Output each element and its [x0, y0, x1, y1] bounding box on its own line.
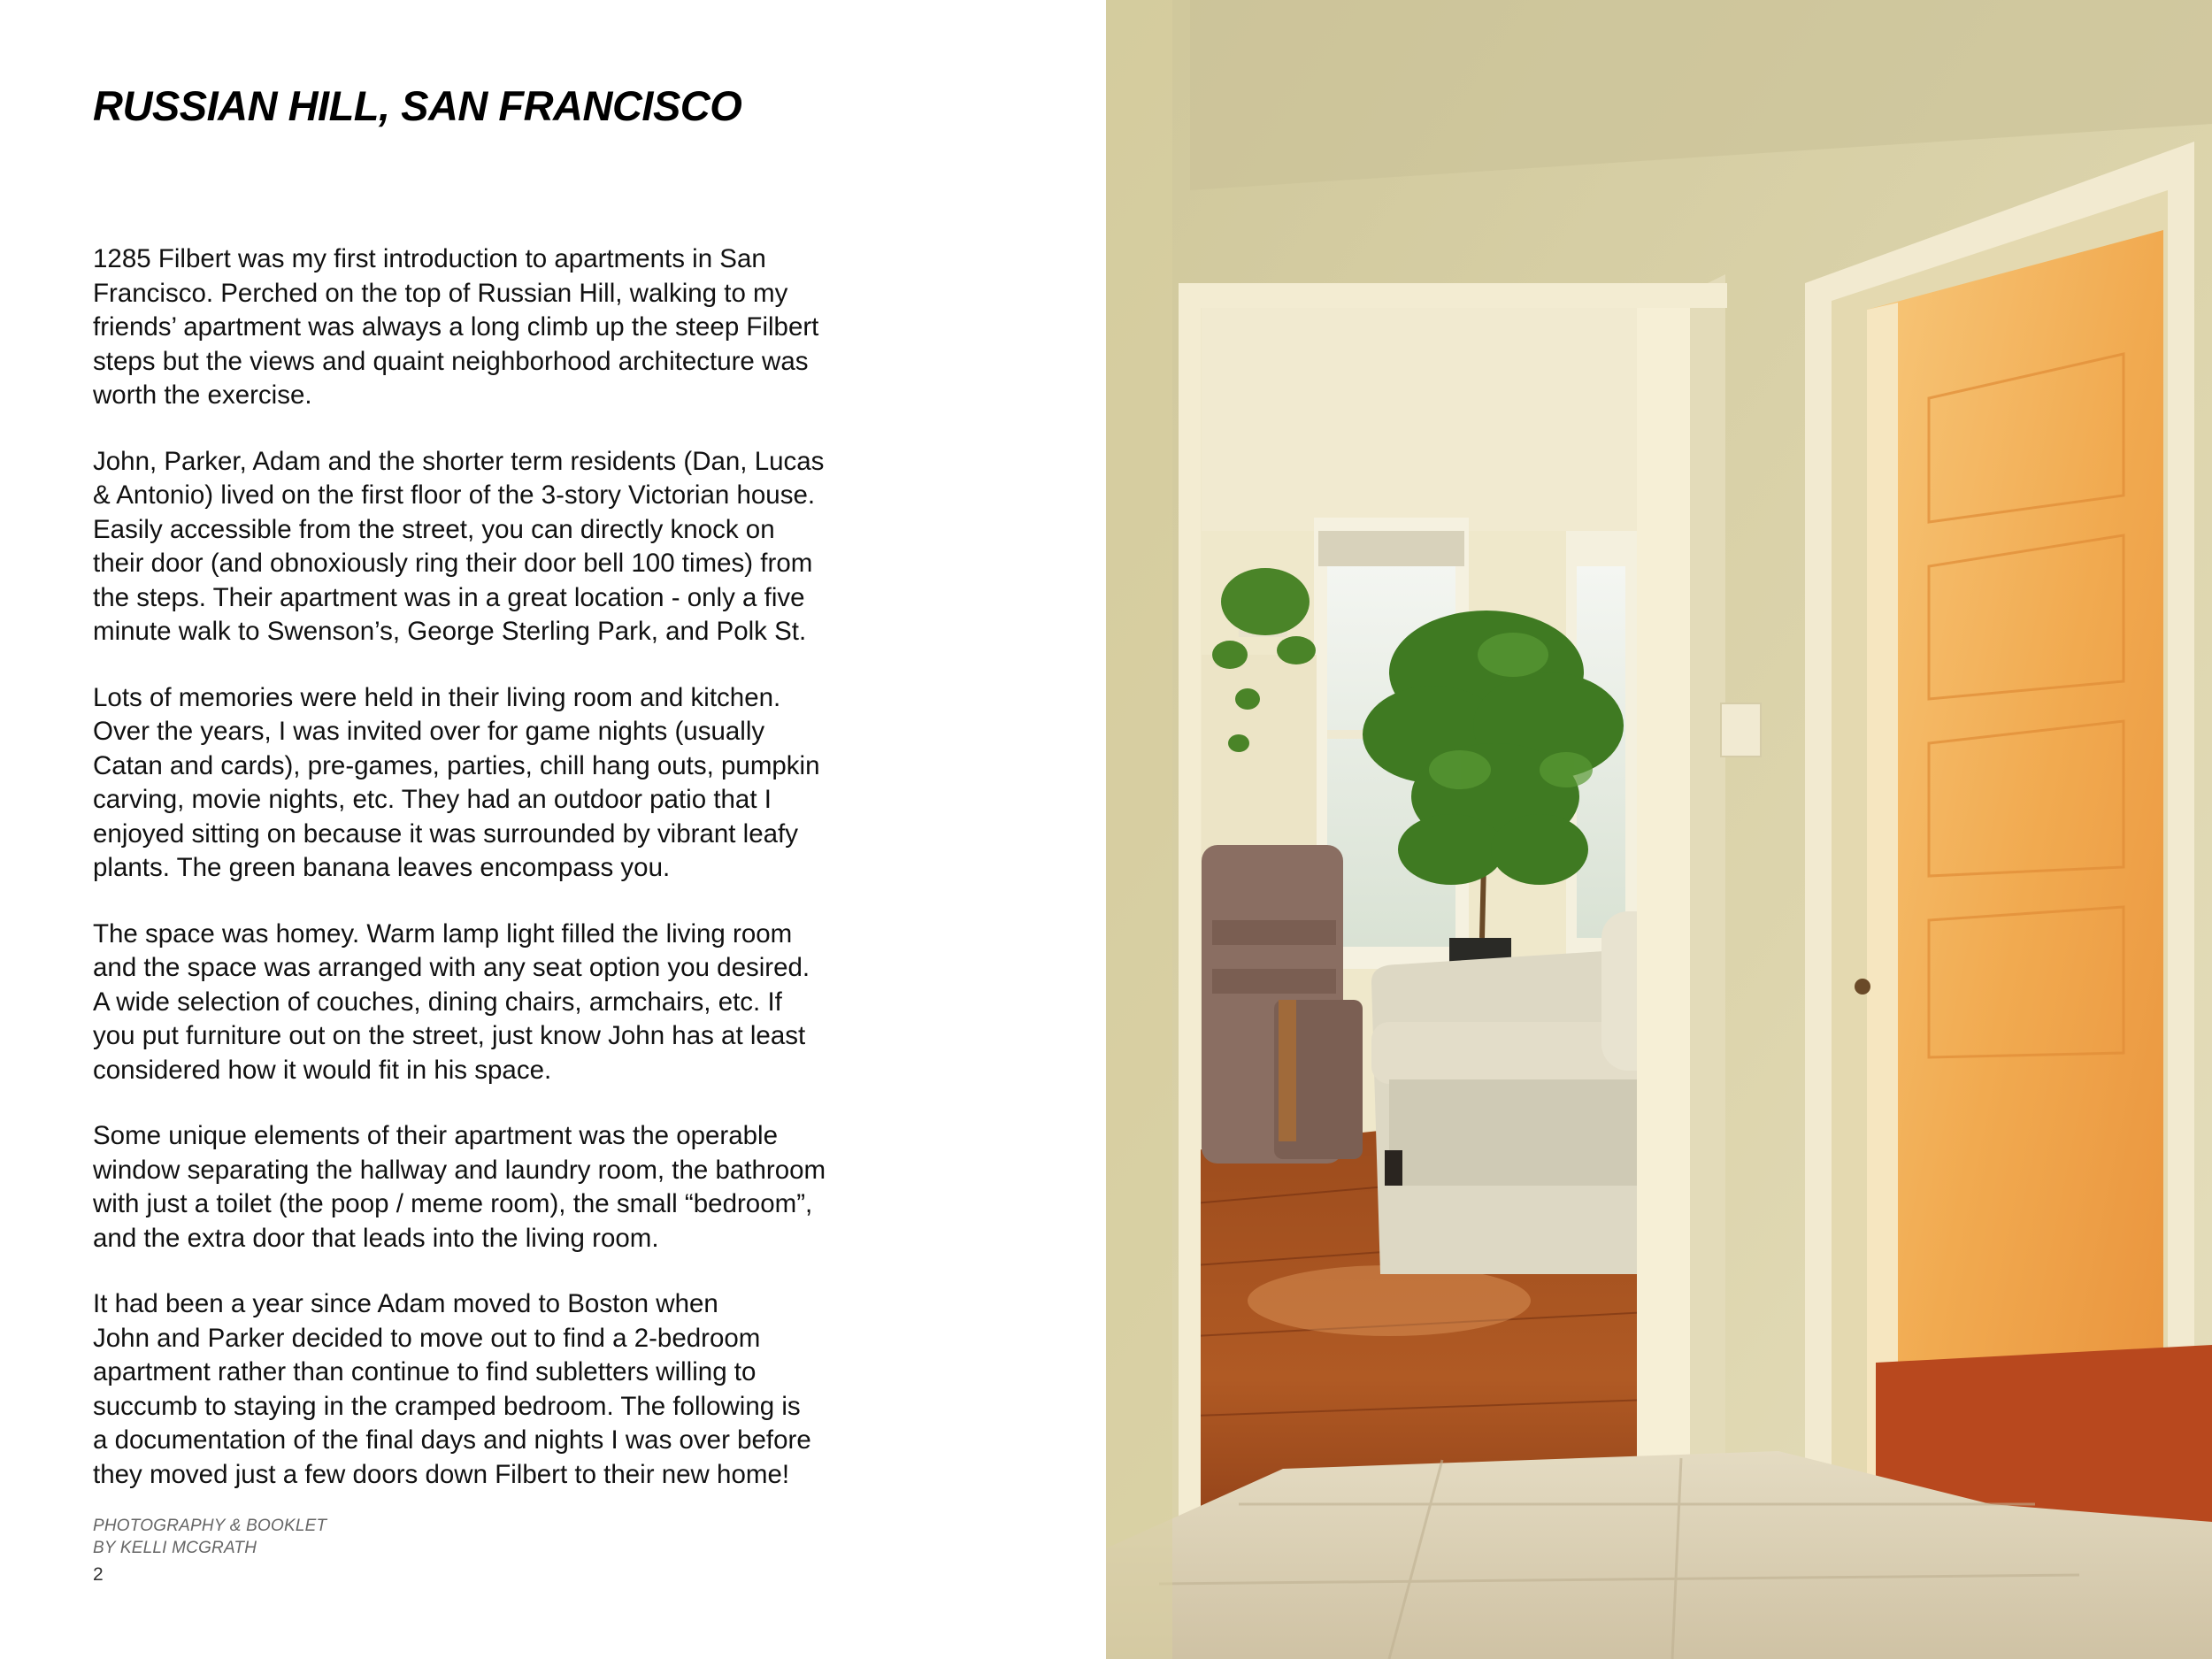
- text-line: window separating the hallway and laundry room, the bathroom: [93, 1155, 826, 1185]
- text-line: plants. The green banana leaves encompass you.: [93, 853, 671, 882]
- credit-line: BY KELLI MCGRATH: [93, 1539, 257, 1557]
- armchair: [1202, 845, 1363, 1164]
- text-line: Some unique elements of their apartment was the operable: [93, 1121, 779, 1150]
- body-text: [93, 242, 907, 1524]
- paragraph-4: [93, 918, 907, 1088]
- text-line: Over the years, I was invited over for game nights (usually: [93, 717, 765, 746]
- window-blind: [1318, 531, 1464, 566]
- text-line: Lots of memories were held in their living room and kitchen.: [93, 682, 781, 712]
- text-line: Catan and cards), pre-games, parties, chill hang outs, pumpkin: [93, 750, 820, 780]
- text-line: and the extra door that leads into the living room.: [93, 1223, 659, 1253]
- text-line: carving, movie nights, etc. They had an outdoor patio that I: [93, 785, 772, 814]
- text-line: with just a toilet (the poop / meme room), the small “bedroom”,: [93, 1189, 813, 1218]
- text-line: the steps. Their apartment was in a great location - only a five: [93, 582, 805, 612]
- text-line: minute walk to Swenson’s, George Sterling Park, and Polk St.: [93, 617, 807, 646]
- text-line: John and Parker decided to move out to find a 2-bedroom: [93, 1323, 761, 1353]
- paragraph-1: [93, 242, 907, 413]
- paragraph-5: [93, 1119, 907, 1256]
- text-line: friends’ apartment was always a long climb up the steep Filbert: [93, 312, 819, 342]
- floor-reflection: [1248, 1265, 1531, 1336]
- page-title: RUSSIAN HILL, SAN FRANCISCO: [93, 82, 742, 129]
- near-wall: [1106, 0, 1172, 1659]
- text-line: 1285 Filbert was my first introduction to apartments in San: [93, 244, 766, 273]
- text-line: and the space was arranged with any seat option you desired.: [93, 953, 810, 982]
- text-line: apartment rather than continue to find subletters willing to: [93, 1357, 757, 1386]
- opening-trim-right: [1637, 292, 1690, 1659]
- text-line: steps but the views and quaint neighborhood architecture was: [93, 346, 809, 376]
- text-line: enjoyed sitting on because it was surrounded by vibrant leafy: [93, 818, 798, 849]
- living-room-back-wall: [1202, 301, 1693, 531]
- text-line: a documentation of the final days and nights I was over before: [93, 1425, 811, 1455]
- text-line: they moved just a few doors down Filbert to their new home!: [93, 1459, 790, 1489]
- credit-line: PHOTOGRAPHY & BOOKLET: [93, 1517, 327, 1535]
- apartment-interior-illustration: [1106, 0, 2212, 1659]
- photo-credit: [93, 1515, 326, 1559]
- text-line: their door (and obnoxiously ring their door bell 100 times) from: [93, 549, 813, 578]
- text-line: The space was homey. Warm lamp light filled the living room: [93, 918, 793, 949]
- paragraph-3: [93, 681, 907, 886]
- text-line: succumb to staying in the cramped bedroom. The following is: [93, 1391, 801, 1421]
- opening-header: [1179, 283, 1727, 308]
- text-line: you put furniture out on the street, just know John has at least: [93, 1021, 806, 1050]
- page-number: 2: [93, 1564, 104, 1585]
- text-line: It had been a year since Adam moved to Boston when: [93, 1289, 718, 1318]
- text-line: & Antonio) lived on the first floor of the 3-story Victorian house.: [93, 480, 816, 510]
- text-line: Francisco. Perched on the top of Russian Hill, walking to my: [93, 278, 788, 308]
- paragraph-2: [93, 445, 907, 649]
- text-line: A wide selection of couches, dining chairs, armchairs, etc. If: [93, 987, 782, 1017]
- text-line: John, Parker, Adam and the shorter term residents (Dan, Lucas: [93, 446, 825, 476]
- sofa: [1371, 911, 1681, 1274]
- door-knob: [1855, 979, 1870, 995]
- text-line: worth the exercise.: [93, 380, 312, 410]
- paragraph-6: [93, 1287, 907, 1492]
- opening-trim-right-edge: [1690, 274, 1725, 1659]
- light-switch: [1721, 703, 1761, 757]
- text-line: considered how it would fit in his space.: [93, 1055, 552, 1085]
- text-line: Easily accessible from the street, you can directly knock on: [93, 514, 775, 544]
- apartment-photo: [1106, 0, 2212, 1659]
- opening-trim-left: [1179, 283, 1201, 1659]
